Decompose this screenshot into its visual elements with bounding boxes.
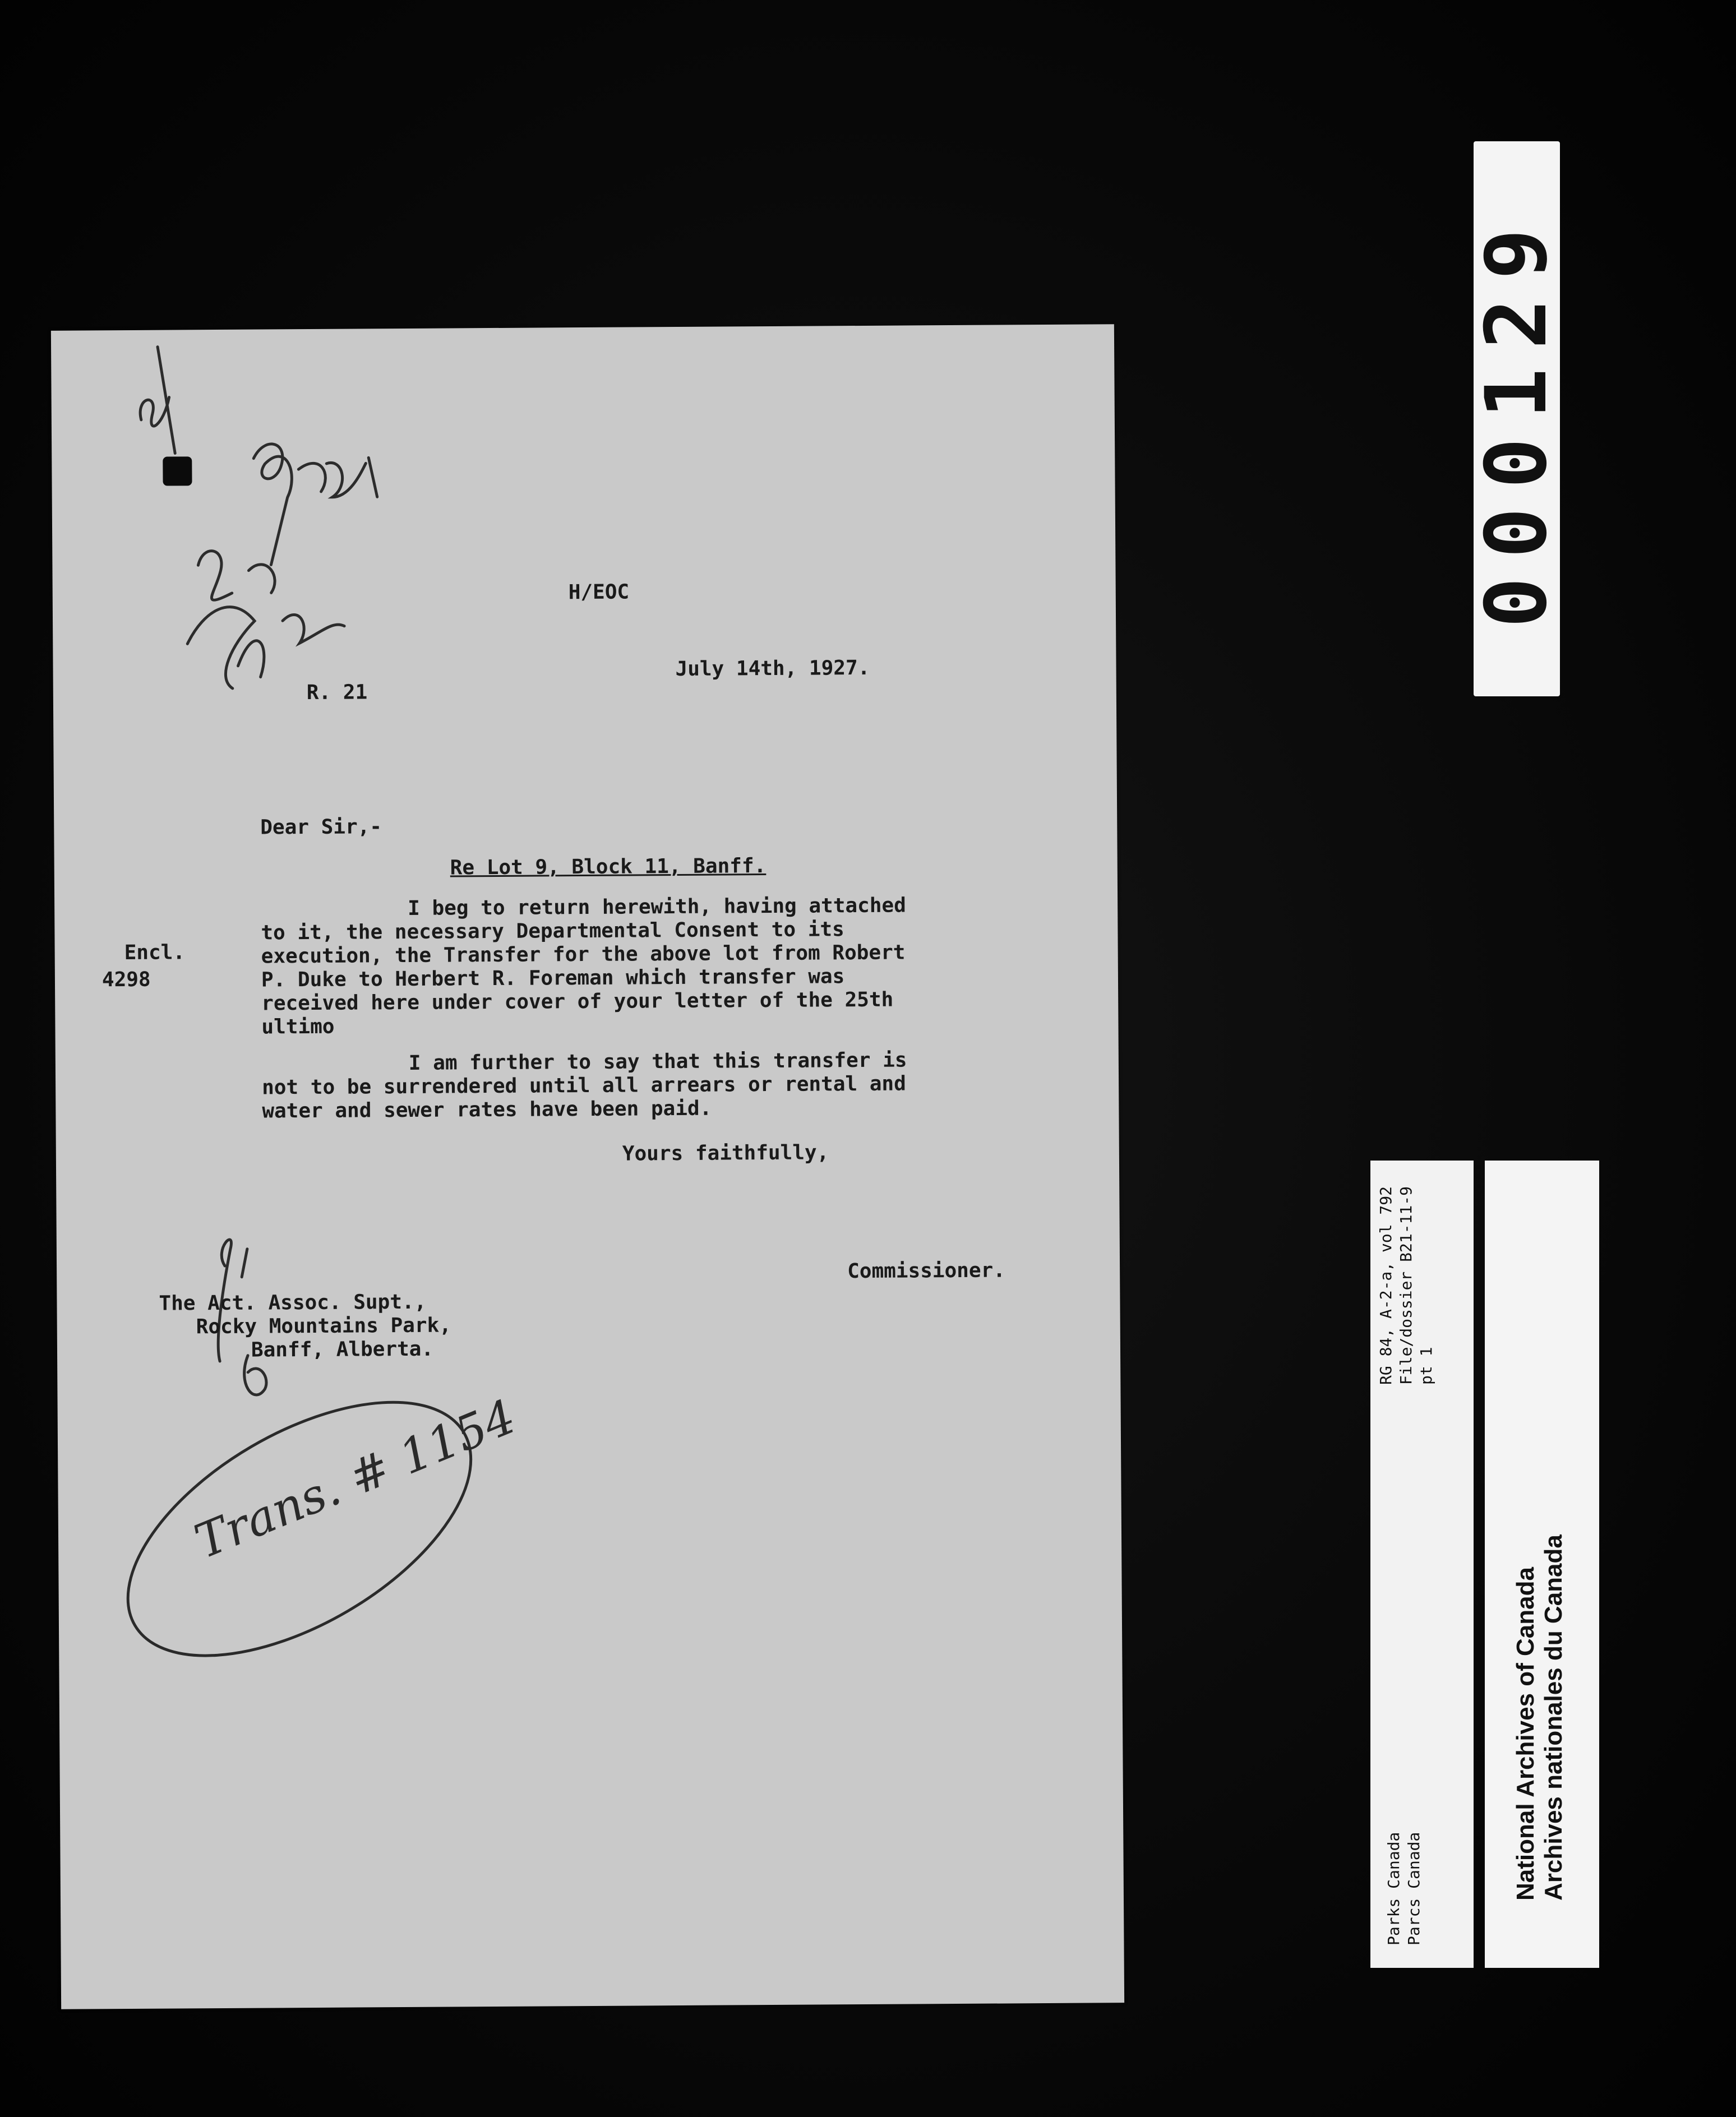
archive-reference-label xyxy=(1370,1161,1474,1968)
addressee-line: Banff, Alberta. xyxy=(251,1337,434,1362)
parks-canada-label xyxy=(1384,1832,1424,1945)
handwritten-initials xyxy=(85,329,435,768)
paragraph-line: to it, the necessary Departmental Consent to its xyxy=(261,918,844,945)
record-group-reference xyxy=(1376,1186,1437,1385)
letter-page xyxy=(51,324,1124,2009)
trans-annotation-text: Trans. # 1154 xyxy=(187,1389,524,1570)
salutation: Dear Sir,- xyxy=(260,815,382,839)
label-line: Parcs Canada xyxy=(1405,1832,1423,1945)
file-reference: R. 21 xyxy=(306,681,368,705)
letter-date: July 14th, 1927. xyxy=(675,656,870,681)
frame-number-strip xyxy=(1468,141,1566,696)
paragraph-line: P. Duke to Herbert R. Foreman which transfer was xyxy=(261,965,845,992)
institution-name-fr: Archives nationales du Canada xyxy=(1540,1534,1567,1901)
label-line: Parks Canada xyxy=(1384,1832,1403,1945)
institution-name-en: National Archives of Canada xyxy=(1512,1567,1539,1901)
reference-code: H/EOC xyxy=(568,580,630,604)
paragraph-line: received here under cover of your letter of the 25th xyxy=(261,988,894,1015)
paragraph-line: I beg to return herewith, having attached xyxy=(408,894,906,920)
addressee-line: The Act. Assoc. Supt., xyxy=(159,1290,427,1315)
label-line: RG 84, A-2-a, vol 792 xyxy=(1377,1186,1395,1385)
paragraph-line: water and sewer rates have been paid. xyxy=(262,1097,712,1123)
closing: Yours faithfully, xyxy=(622,1141,829,1166)
enclosure-number: 4298 xyxy=(101,968,151,992)
paragraph-line: execution, the Transfer for the above lot from Robert xyxy=(261,941,906,968)
addressee-line: Rocky Mountains Park, xyxy=(196,1314,452,1339)
label-line: pt 1 xyxy=(1417,1347,1435,1385)
signature-title: Commissioner. xyxy=(847,1259,1006,1283)
paragraph-line: I am further to say that this transfer is xyxy=(408,1048,907,1075)
archive-institution-label xyxy=(1485,1161,1599,1968)
paragraph-line: ultimo xyxy=(261,1015,335,1039)
paragraph-line: not to be surrendered until all arrears or rental and xyxy=(262,1072,906,1099)
frame-number: 000129 xyxy=(1468,210,1566,628)
label-line: File/dossier B21-11-9 xyxy=(1397,1186,1415,1385)
enclosure-label: Encl. xyxy=(124,941,186,965)
subject-line: Re Lot 9, Block 11, Banff. xyxy=(450,854,767,880)
